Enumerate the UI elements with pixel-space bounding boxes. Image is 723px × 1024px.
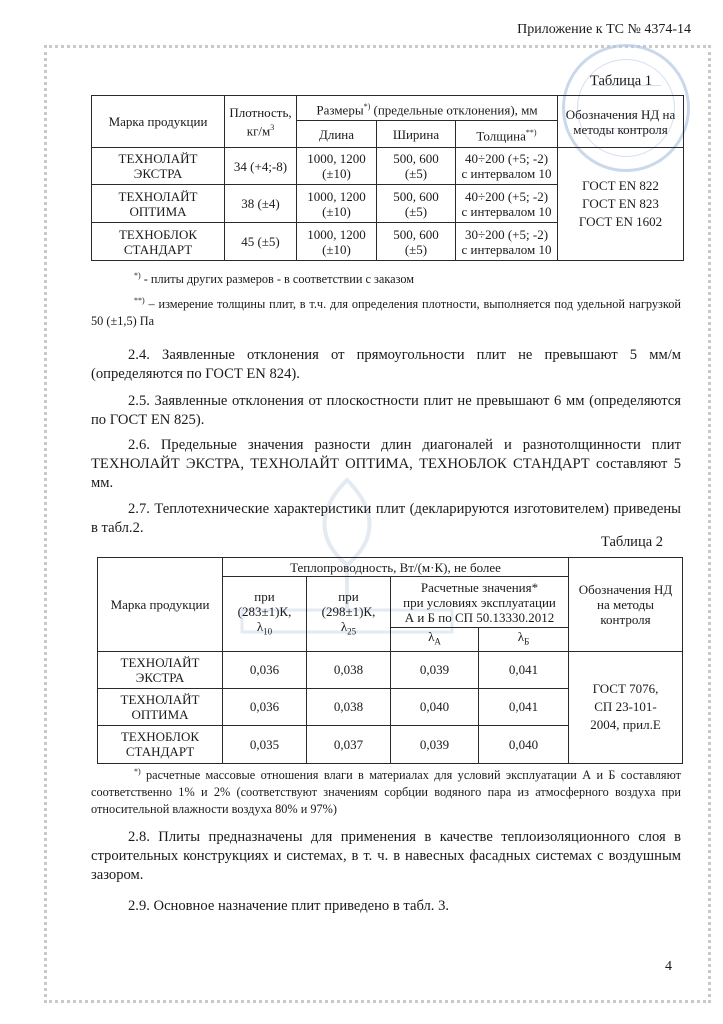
t1-thickness: 30÷200 (+5; -2) с интервалом 10 (456, 223, 558, 261)
t2-l10: 0,036 (223, 651, 307, 688)
t2-header-298: при (298±1)К, $\lambda_{25}$ (307, 577, 391, 652)
t1-thickness: 40÷200 (+5; -2) с интервалом 10 (456, 148, 558, 185)
t1-header-mark: Марка продукции (92, 96, 225, 148)
t1-width: 500, 600 (±5) (377, 148, 456, 185)
t2-header-la: $\lambda_А$ (391, 628, 479, 652)
t1-width: 500, 600 (±5) (377, 185, 456, 223)
t2-mark: ТЕХНОЛАЙТ ЭКСТРА (98, 651, 223, 688)
paragraph-2-7: 2.7. Теплотехнические характеристики плит (декларируются изготовителем) приведены в табл.2. (91, 501, 681, 536)
t2-header-nd: Обозначения НД на методы контроля (569, 558, 683, 652)
table1 (91, 95, 684, 261)
t1-header-thickness: Толщина**) (456, 121, 558, 148)
table2 (97, 557, 683, 764)
page-number: 4 (665, 959, 672, 974)
t2-header-mark: Марка продукции (98, 558, 223, 652)
paragraph-2-9: 2.9. Основное назначение плит приведено в табл. 3. (128, 898, 450, 914)
t2-header-lb: $\lambda_Б$ (479, 628, 569, 652)
paragraph-2-4: 2.4. Заявленные отклонения от прямоугольности плит не превышают 5 мм/м (определяются по ГОСТ EN 824). (91, 347, 681, 382)
t1-header-length: Длина (297, 121, 377, 148)
t1-header-width: Ширина (377, 121, 456, 148)
t1-mark: ТЕХНОБЛОК СТАНДАРТ (92, 223, 225, 261)
t2-mark: ТЕХНОЛАЙТ ОПТИМА (98, 688, 223, 725)
table1-note-1: *) - плиты других размеров - в соответствии с заказом (134, 271, 415, 287)
t2-la: 0,039 (391, 725, 479, 763)
paragraph-2-6: 2.6. Предельные значения разности длин диагоналей и разнотолщинности плит ТЕХНОЛАЙТ ЭКСТРА, ТЕХНОЛАЙТ ОПТИМА, ТЕХНОБЛОК СТАНДАРТ составляют 5 мм. (91, 437, 681, 491)
t2-la: 0,039 (391, 651, 479, 688)
t2-l10: 0,035 (223, 725, 307, 763)
t2-nd: ГОСТ 7076, СП 23-101- 2004, прил.Е (569, 651, 683, 763)
t2-header-calc: Расчетные значения* при условиях эксплуатации А и Б по СП 50.13330.2012 (391, 577, 569, 628)
t2-l10: 0,036 (223, 688, 307, 725)
t2-lb: 0,041 (479, 651, 569, 688)
t1-density: 38 (±4) (225, 185, 297, 223)
document-header: Приложение к ТС № 4374-14 (517, 22, 691, 37)
t1-header-sizes: Размеры*) (предельные отклонения), мм (297, 96, 558, 121)
t1-mark: ТЕХНОЛАЙТ ОПТИМА (92, 185, 225, 223)
table-row (98, 651, 683, 688)
table1-caption: Таблица 1 (590, 73, 653, 89)
table-row (92, 148, 684, 185)
t1-density: 45 (±5) (225, 223, 297, 261)
t1-length: 1000, 1200 (±10) (297, 148, 377, 185)
t2-l25: 0,037 (307, 725, 391, 763)
t2-l25: 0,038 (307, 688, 391, 725)
t1-nd: ГОСТ EN 822 ГОСТ EN 823 ГОСТ EN 1602 (558, 148, 684, 261)
t1-length: 1000, 1200 (±10) (297, 223, 377, 261)
t2-mark: ТЕХНОБЛОК СТАНДАРТ (98, 725, 223, 763)
t1-density: 34 (+4;-8) (225, 148, 297, 185)
t2-lb: 0,041 (479, 688, 569, 725)
paragraph-2-5: 2.5. Заявленные отклонения от плоскостности плит не превышают 6 мм (определяются по ГОСТ EN 825). (91, 393, 681, 428)
t2-header-conductivity: Теплопроводность, Вт/(м·К), не более (223, 558, 569, 577)
t1-header-nd: Обозначения НД на методы контроля (558, 96, 684, 148)
t2-lb: 0,040 (479, 725, 569, 763)
t1-mark: ТЕХНОЛАЙТ ЭКСТРА (92, 148, 225, 185)
table2-caption: Таблица 2 (601, 534, 664, 550)
t1-length: 1000, 1200 (±10) (297, 185, 377, 223)
t2-la: 0,040 (391, 688, 479, 725)
t1-width: 500, 600 (±5) (377, 223, 456, 261)
t1-header-density: Плотность, $кг/м^3$ (225, 96, 297, 148)
t1-thickness: 40÷200 (+5; -2) с интервалом 10 (456, 185, 558, 223)
paragraph-2-8: 2.8. Плиты предназначены для применения в качестве теплоизоляционного слоя в строительных конструкциях и системах, в т. ч. в навесных фасадных системах с воздушным зазором. (91, 829, 681, 883)
table2-note: *) расчетные массовые отношения влаги в материалах для условий эксплуатации А и Б составляют соответственно 1% и 2% (соответствуют значениям сорбции водяного пара из атмосферного воздуха при относительной влажности воздуха 80% и 97%) (91, 767, 681, 817)
t2-l25: 0,038 (307, 651, 391, 688)
t2-header-283: при (283±1)К, $\lambda_{10}$ (223, 577, 307, 652)
table1-note-2: **) – измерение толщины плит, в т.ч. для определения плотности, выполняется под удельной нагрузкой 50 (±1,5) Па (91, 296, 681, 329)
